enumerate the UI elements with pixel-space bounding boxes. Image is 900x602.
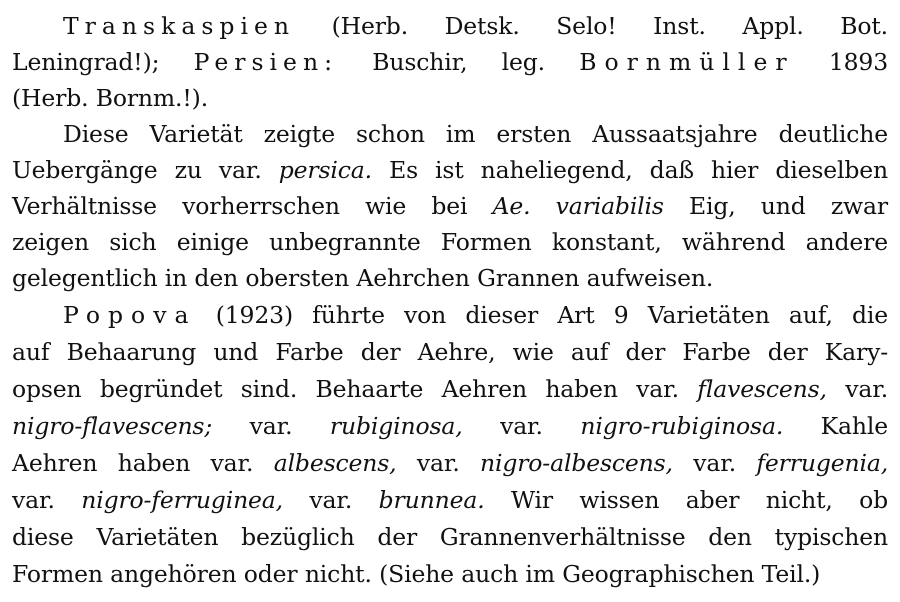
text-span: var.: [416, 449, 460, 477]
taxon-name: nigro-albescens,: [479, 449, 673, 477]
text-line: [63, 116, 888, 152]
text-span: Kahle: [820, 412, 888, 440]
text-span: var.: [249, 412, 293, 440]
text-line: [12, 408, 888, 444]
text-line: [12, 188, 888, 224]
text-span: (1923) führte von dieser Art 9 Varietäten auf, die: [215, 301, 888, 329]
text-span: Wir wissen aber nicht, ob: [510, 486, 888, 514]
text-line: [12, 44, 888, 80]
text-line: [12, 445, 888, 481]
text-span: Aehren haben var.: [12, 449, 254, 477]
taxon-name: persica.: [278, 156, 372, 184]
taxon-name: nigro-flavescens;: [12, 412, 213, 440]
locality-name: Transkaspien: [63, 12, 296, 40]
text-span: var.: [845, 375, 889, 403]
text-span: (Herb. Detsk. Selo! Inst. Appl. Bot.: [331, 12, 888, 40]
text-line: [12, 556, 888, 592]
text-span: Uebergänge zu var.: [12, 156, 262, 184]
text-line: [12, 334, 888, 370]
text-span: 1893: [828, 48, 889, 76]
text-line: [12, 519, 888, 555]
collector-name: Bornmüller: [579, 48, 795, 76]
text-span: Formen angehören oder nicht. (Siehe auch im Geographischen Teil.): [12, 560, 821, 588]
text-span: Diese Varietät zeigte schon im ersten Aussaatsjahre deutliche: [63, 120, 888, 148]
taxon-name: nigro-ferruginea,: [81, 486, 283, 514]
text-span: Eig, und zwar: [689, 192, 888, 220]
text-span: auf Behaarung und Farbe der Aehre, wie auf der Farbe der Kary-: [12, 338, 888, 366]
text-line: [63, 297, 888, 333]
taxon-name: flavescens,: [697, 375, 827, 403]
text-span: Es ist naheliegend, daß hier dieselben: [389, 156, 888, 184]
locality-name: Persien:: [193, 48, 339, 76]
text-span: (Herb. Bornm.!).: [12, 84, 209, 112]
taxon-name: ferrugenia,: [756, 449, 889, 477]
text-line: [12, 80, 888, 116]
taxon-name: nigro-rubiginosa.: [580, 412, 784, 440]
text-span: zeigen sich einige unbegrannte Formen konstant, während andere: [12, 228, 888, 256]
text-span: var.: [500, 412, 543, 440]
taxon-name: brunnea.: [378, 486, 485, 514]
text-span: gelegentlich in den obersten Aehrchen Grannen aufweisen.: [12, 264, 714, 292]
text-span: var.: [12, 486, 55, 514]
text-span: diese Varietäten bezüglich der Grannenverhältnisse den typischen: [12, 523, 888, 551]
text-line: [12, 152, 888, 188]
text-line: [12, 482, 888, 518]
author-name: Popova: [63, 301, 197, 329]
taxon-name: albescens,: [273, 449, 397, 477]
text-span: Verhältnisse vorherrschen wie bei: [12, 192, 468, 220]
text-line: [12, 260, 888, 296]
text-line: [12, 224, 888, 260]
text-span: var.: [309, 486, 353, 514]
text-line: [63, 8, 888, 44]
taxon-name: rubiginosa,: [329, 412, 463, 440]
taxon-name: Ae. variabilis: [492, 192, 664, 220]
text-span: opsen begründet sind. Behaarte Aehren haben var.: [12, 375, 679, 403]
text-span: Leningrad!);: [12, 48, 160, 76]
text-line: [12, 371, 888, 407]
text-span: var.: [693, 449, 737, 477]
text-span: Buschir, leg.: [372, 48, 545, 76]
